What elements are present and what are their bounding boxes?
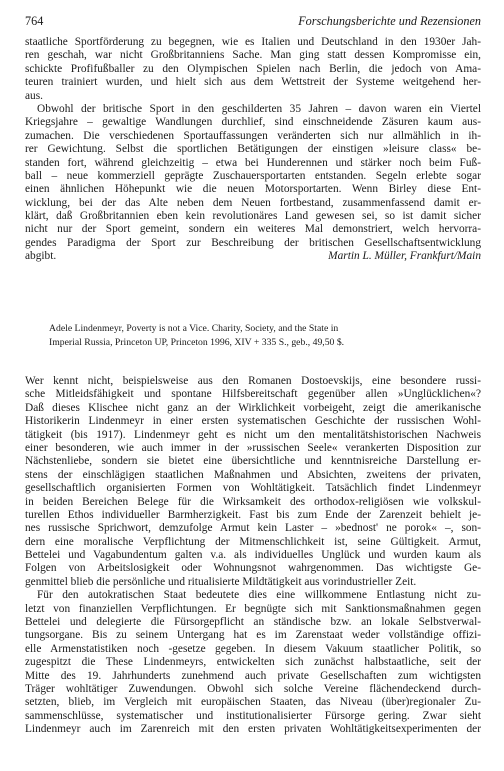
review-1-paragraph-2 — [25, 103, 481, 264]
text-line: Historikerin Lindenmeyr in einer ersten systematischen Geschichte der russischen Wohl- — [25, 415, 481, 428]
text-line: dern eine moralische Verpflichtung der Mitmenschlichkeit ist, seine Gültigkeit. Armut, — [25, 535, 481, 548]
page-number: 764 — [25, 14, 44, 28]
text-line: ren geschah, war nicht Großbritanniens Sache. Man ging statt dessen Kompromisse ein, — [25, 49, 481, 62]
text-line: Für den autokratischen Staat bedeutete dies eine willkommene Entlastung nicht zu- — [37, 589, 481, 602]
text-line: teuren trainiert wurden, und hielt sich aus dem Wettstreit der Systeme weitgehend her- — [25, 76, 481, 89]
review-1-paragraph-1 — [25, 36, 481, 103]
page-header — [25, 12, 481, 30]
text-line: aus. — [25, 89, 43, 102]
review-2-body — [25, 375, 481, 737]
review-1-body — [25, 36, 481, 264]
review-2-citation — [49, 322, 449, 350]
text-line: rer Gewichtung. Selbst die sportlichen Betätigungen der einstigen »leisure class« be- — [25, 143, 481, 156]
reviewer-signature: Martin L. Müller, Frankfurt/Main — [328, 250, 481, 263]
text-line: genmittel blieb die persönliche und ritualisierte Mildtätigkeit aus vorindustrieller Zeit. — [25, 575, 417, 588]
text-line: Daß dieses Klischee nicht ganz an der Wirklichkeit vorbeigeht, zeigt die amerikanische — [25, 401, 481, 414]
text-line: sche Mitleidsfähigkeit und spontane Hilfsbereitschaft gegenüber allen »Unglücklichen«? — [25, 388, 481, 401]
review-2-paragraph-2 — [25, 589, 481, 736]
text-line: abgibt. — [25, 250, 57, 263]
text-line: elle Armenstatistiken noch -gesetze gegeben. In diesem Vakuum staatlicher Politik, so — [25, 642, 481, 655]
text-line: Wer kennt nicht, beispielsweise aus den Romanen Dostoevskijs, eine besondere russi- — [25, 375, 481, 387]
review-2-paragraph-1 — [25, 375, 481, 589]
text-line: einer besonderen, wie auch immer in der »russischen Seele« verankerten Disposition zur — [25, 441, 481, 454]
text-line: standen fort, während gleichzeitig – etwa bei Hunderennen und stärker noch beim Fuß- — [25, 156, 481, 169]
text-line: stens der einschlägigen staatlichen Maßnahmen und Absichten, zweitens der privaten, — [25, 468, 481, 481]
text-line: in beiden Bereichen Belege für die Wirksamkeit des orthodox-religiösen wie volkskul- — [25, 495, 481, 508]
text-line: tungsorgane. Bis zu seinem Untergang hat es im Zarenstaat weder vollständige offizi- — [25, 629, 481, 642]
text-line: Nächstenliebe, sondern sie bietet eine übersichtliche und kenntnisreiche Darstellung er- — [25, 455, 481, 468]
text-line: Kriegsjahre – gewaltige Wandlungen durchlief, sind einschneidende Zäsuren kaum aus- — [25, 116, 481, 129]
running-title: Forschungsberichte und Rezensionen — [298, 14, 481, 28]
text-line: Bettelei und Vagabundentum galten v.a. als individuelles Unglück und wurden kaum als — [25, 549, 481, 562]
text-line: zugespitzt die These Lindenmeyrs, entwickelten sich zunächst halbstaatliche, seit der — [25, 656, 481, 669]
text-line: Träger wohltätiger Zuwendungen. Obwohl sich solche Vereine flächendeckend durch- — [25, 682, 481, 695]
text-line: wicklung, bei der das Alte neben dem Neuen fortbestand, zusammenfassend damit er- — [25, 196, 481, 209]
text-line: Bettelei und delegierte die Fürsorgepflicht an ständische bzw. an lokale Selbstverwal- — [25, 616, 481, 629]
text-line: einen ähnlichen Höhepunkt wie die neuen Motorsportarten. Wenn Birley diese Ent- — [25, 183, 481, 196]
text-line: Obwohl der britische Sport in den geschilderten 35 Jahren – davon waren ein Viertel — [37, 102, 481, 115]
text-line: sammenschlüsse, systematischer und institutionalisierter Fürsorge gering. Zwar sieht — [25, 709, 481, 722]
text-line: letzt von finanziellen Verpflichtungen. Er begnügte sich mit Sanktionsmaßnahmen gegen — [25, 602, 481, 615]
text-line: gendes Paradigma der Sport zur Beschreibung der britischen Gesellschaftsentwicklung — [25, 236, 481, 249]
text-line: Folgen von Arbeitslosigkeit oder Wohnungsnot wahrgenommen. Das wichtigste Ge- — [25, 562, 481, 575]
text-line: ball – neue kommerziell geprägte Zuschauersportarten entstanden. Segeln erlebte sogar — [25, 169, 481, 182]
citation-line: Adele Lindenmeyr, Poverty is not a Vice. Charity, Society, and the State in — [49, 323, 339, 334]
text-line: schickte Profifußballer zu den Olympischen Spielen nach Berlin, die jedoch von Ama- — [25, 62, 481, 75]
text-line: turellen Ethos individueller Barmherzigkeit. Fast bis zum Ende der Zarenzeit behielt je- — [25, 508, 481, 521]
text-line: klärt, daß Großbritannien eben kein revolutionäres Land gewesen sei, so ist damit sicher — [25, 210, 481, 223]
text-line: Mitte des 19. Jahrhunderts zunehmend auch private Gesellschaften zum wichtigsten — [25, 669, 481, 682]
text-line: gesellschaftlich organisierten Formen von Wohltätigkeit. Tatsächlich findet Lindenmeyr — [25, 482, 481, 495]
text-line: zumachen. Die verschiedenen Sportauffassungen veränderten sich nur allmählich in ih- — [25, 129, 481, 142]
citation-line: Imperial Russia, Princeton UP, Princeton 1996, XIV + 335 S., geb., 49,50 $. — [49, 337, 345, 348]
text-line: nicht nur der Sport gemeint, sondern ein weiteres Mal demonstriert, welch hervorra- — [25, 223, 481, 236]
text-line: setzten, blieb, im Vergleich mit europäischen Staaten, das Niveau (über)regionaler Zu- — [25, 696, 481, 709]
text-line: nes russische Sprichwort, demzufolge Armut kein Laster – »bednost' ne porok« –, son- — [25, 522, 481, 535]
text-line: tätigkeit (bis 1917). Lindenmeyr geht es nicht um den mentalitätshistorischen Nachweis — [25, 428, 481, 441]
signature-line — [25, 250, 481, 263]
text-line: staatliche Sportförderung zu begegnen, wie es Italien und Deutschland in den 1930er Jah- — [25, 36, 481, 48]
text-line: Lindenmeyr auch im Zarenreich mit den ersten privaten Wohltätigkeitsexperimenten der — [25, 723, 481, 736]
